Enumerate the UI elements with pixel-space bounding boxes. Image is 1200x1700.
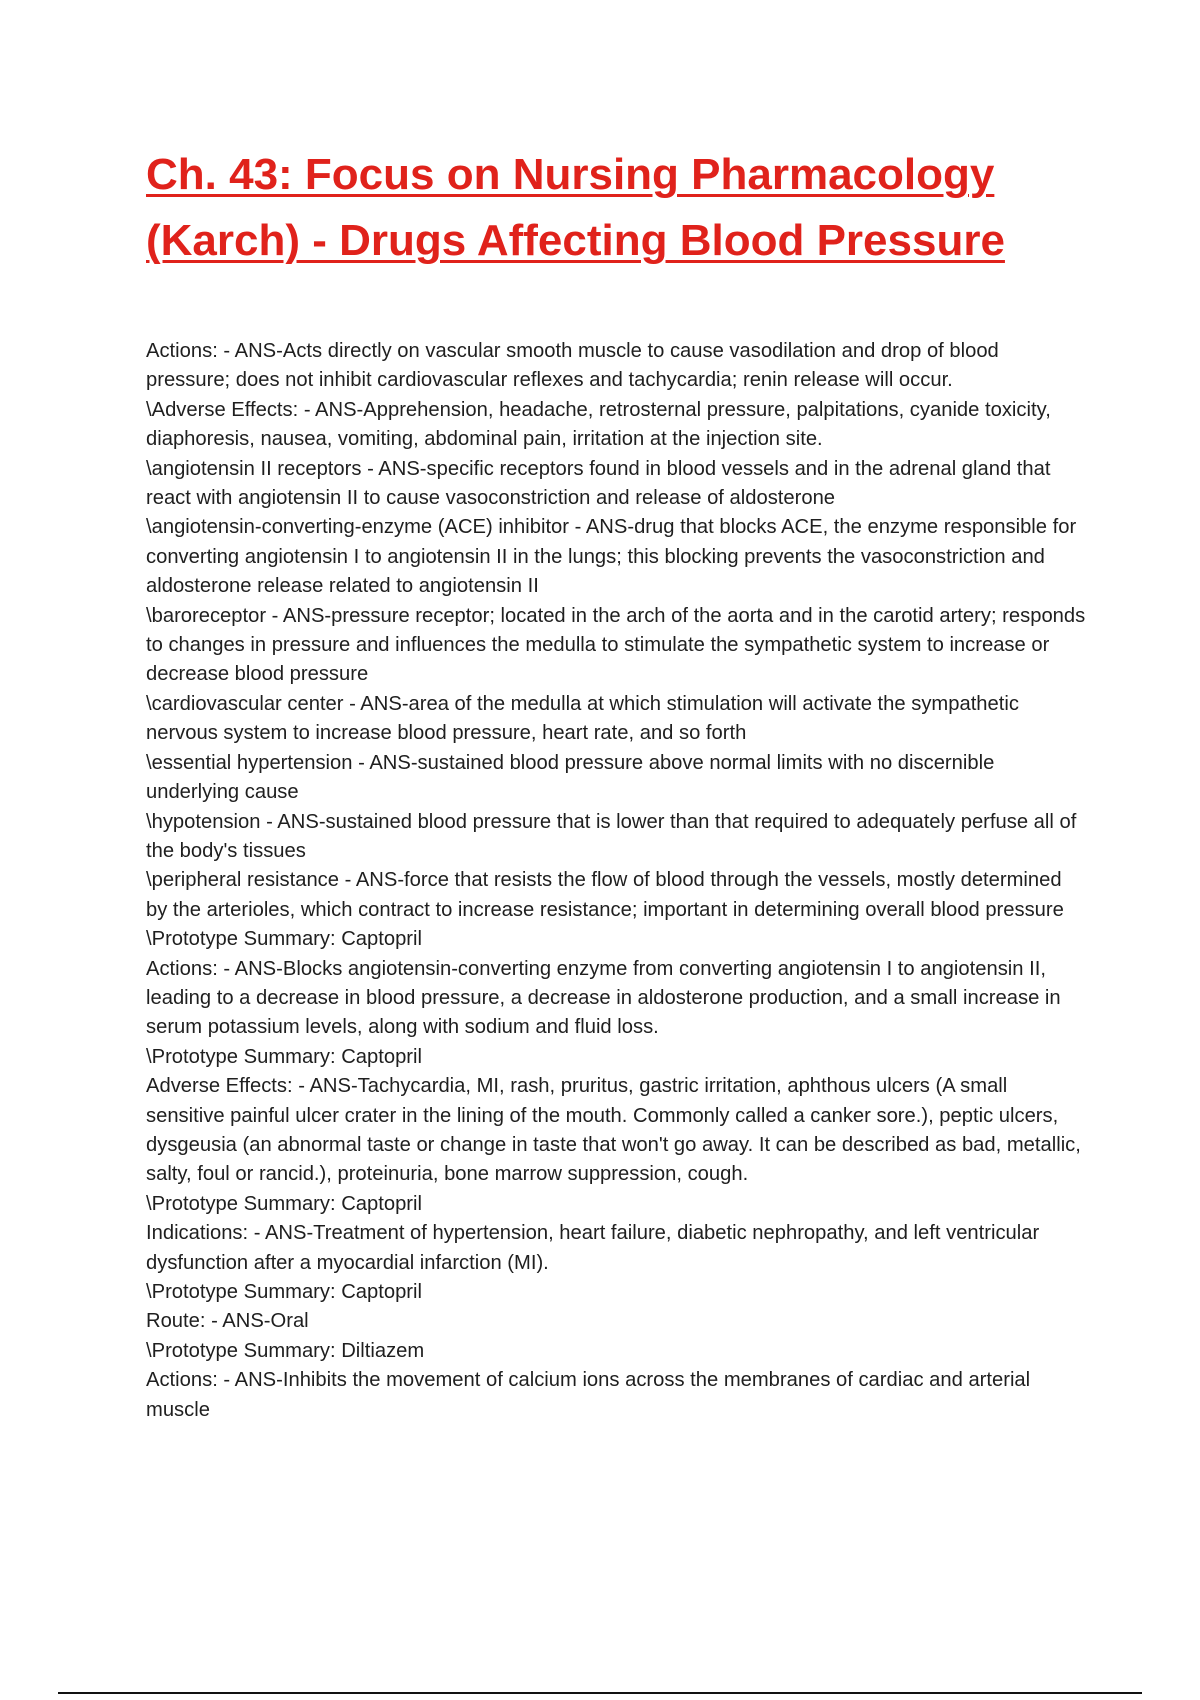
- entry-adverse-effects-nitroprusside: \Adverse Effects: - ANS-Apprehension, headache, retrosternal pressure, palpitations, cyanide toxicity, diaphoresis, nausea, vomiting, abdominal pain, irritation at the injection site.: [146, 398, 1051, 451]
- entry-baroreceptor: \baroreceptor - ANS-pressure receptor; located in the arch of the aorta and in the carotid artery; responds to changes in pressure and influences the medulla to stimulate the sympathetic system to increase or decrease blood pressure: [146, 604, 1086, 686]
- entry-prototype-captopril: \Prototype Summary: Captopril: [146, 1045, 423, 1068]
- entry-captopril-route: Route: - ANS-Oral: [146, 1310, 309, 1333]
- entry-prototype-captopril: \Prototype Summary: Captopril: [146, 928, 423, 951]
- entry-hypotension: \hypotension - ANS-sustained blood pressure that is lower than that required to adequately perfuse all of the body's tissues: [146, 810, 1077, 862]
- entry-prototype-diltiazem: \Prototype Summary: Diltiazem: [146, 1339, 425, 1362]
- entry-captopril-adverse-effects: Adverse Effects: - ANS-Tachycardia, MI, rash, pruritus, gastric irritation, aphthous ulcers (A small sensitive painful ulcer crater in the lining of the mouth. Commonly called a canker sore.), peptic ulcers, dysgeusia (an abnormal taste or change in taste that won't go away. It can be described as bad, metallic, salty, foul or rancid.), proteinuria, bone marrow suppression, cough.: [146, 1075, 1081, 1186]
- entry-prototype-captopril: \Prototype Summary: Captopril: [146, 1281, 423, 1303]
- page-title: [146, 142, 1106, 274]
- entry-prototype-captopril: \Prototype Summary: Captopril: [146, 1192, 423, 1215]
- entry-angiotensin-ii-receptors: \angiotensin II receptors - ANS-specific receptors found in blood vessels and in the adrenal gland that react with angiotensin II to cause vasoconstriction and release of aldosterone: [146, 457, 1051, 510]
- entry-ace-inhibitor: \angiotensin-converting-enzyme (ACE) inhibitor - ANS-drug that blocks ACE, the enzyme responsible for converting angiotensin I to angiotensin II in the lungs; this blocking prevents the vasoconstriction and aldosterone release related to angiotensin II: [146, 516, 1077, 598]
- entry-captopril-indications: Indications: - ANS-Treatment of hypertension, heart failure, diabetic nephropathy, and left ventricular dysfunction after a myocardial infarction (MI).: [146, 1222, 1040, 1274]
- entry-essential-hypertension: \essential hypertension - ANS-sustained blood pressure above normal limits with no discernible underlying cause: [146, 751, 995, 804]
- entry-actions-nitroprusside: Actions: - ANS-Acts directly on vascular smooth muscle to cause vasodilation and drop of blood pressure; does not inhibit cardiovascular reflexes and tachycardia; renin release will occur.: [146, 340, 999, 392]
- entry-diltiazem-actions: Actions: - ANS-Inhibits the movement of calcium ions across the membranes of cardiac and arterial muscle: [146, 1369, 1031, 1421]
- bottom-divider: [58, 1692, 1142, 1694]
- entry-cardiovascular-center: \cardiovascular center - ANS-area of the medulla at which stimulation will activate the sympathetic nervous system to increase blood pressure, heart rate, and so forth: [146, 692, 1019, 745]
- entry-peripheral-resistance: \peripheral resistance - ANS-force that resists the flow of blood through the vessels, mostly determined by the arterioles, which contract to increase resistance; important in determining overall blood pressure: [146, 869, 1064, 921]
- entry-captopril-actions: Actions: - ANS-Blocks angiotensin-converting enzyme from converting angiotensin I to angiotensin II, leading to a decrease in blood pressure, a decrease in aldosterone production, and a small increase in serum potassium levels, along with sodium and fluid loss.: [146, 957, 1061, 1039]
- title-line-1: Ch. 43: Focus on Nursing Pharmacology: [146, 150, 995, 199]
- document-body: [146, 337, 1086, 1425]
- title-line-2: (Karch) - Drugs Affecting Blood Pressure: [146, 216, 1005, 265]
